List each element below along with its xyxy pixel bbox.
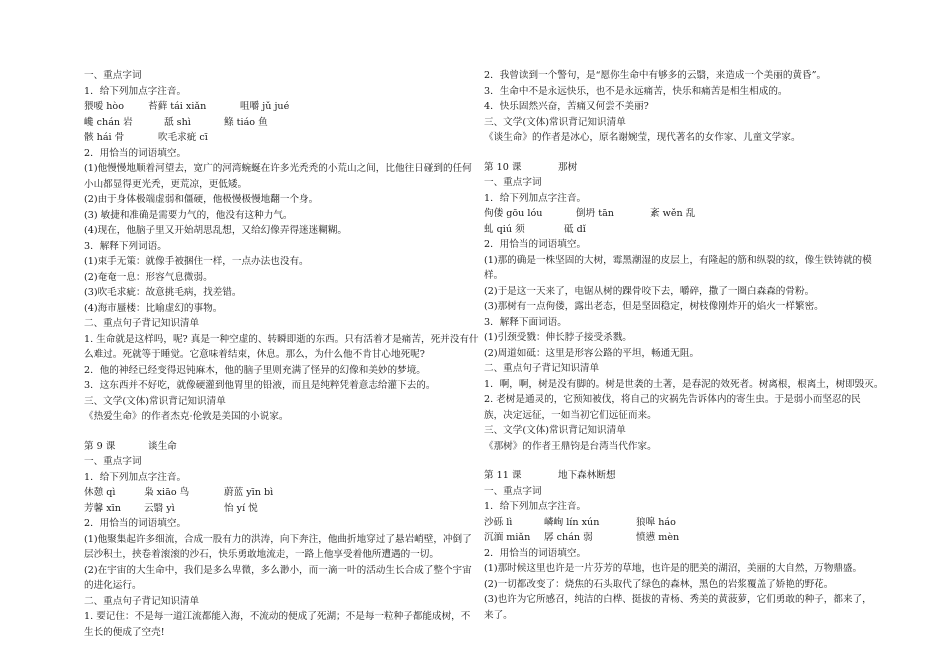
sentence-item: 1. 生命就是这样吗，呢? 真是一种空虚的、转瞬即逝的东西。只有活着才是痛苦，死并没有什么难过。死就等于睡觉。它意味着结束，休息。那么，为什么他不肯甘心地死呢? [84, 333, 479, 360]
literature-note: 《热爱生命》的作者杰克·伦敦是美国的小说家。 [84, 411, 289, 422]
pinyin-row [84, 130, 479, 146]
pinyin-row [84, 99, 479, 115]
sentence-item: 2．我曾读到一个警句，是“愿你生命中有够多的云翳，来造成一个美丽的黄昏”。 [484, 70, 827, 81]
section-heading: 三、文学(文体)常识背记知识清单 [84, 395, 226, 407]
question: 1．给下列加点字注音。 [84, 85, 187, 97]
question: 2．用恰当的词语填空。 [484, 239, 587, 250]
lesson-number: 第 10 课 [484, 161, 522, 173]
question: 3．解释下面词语。 [484, 316, 567, 328]
pinyin-row [484, 530, 879, 546]
pinyin-item: 倒坍 tān [576, 208, 614, 219]
literature-note: 《那树》的作者王鼎钧是台湾当代作家。 [484, 440, 657, 452]
section-heading: 一、重点字词 [84, 456, 142, 467]
section-heading: 二、重点句子背记知识清单 [484, 363, 600, 374]
pinyin-item: 吹毛求疵 cī [158, 132, 208, 143]
pinyin-item: 佝偻 gōu lóu [484, 208, 543, 219]
fill-item: (1)那时候这里也许是一片芬芳的草地，也许是的肥美的湖沼，美丽的大自然，万物鼎盛。 [484, 563, 863, 574]
pinyin-item: 芳馨 xīn [84, 502, 121, 514]
sentence-item: 1．啊，啊，树是没有脚的。树是世袭的土著，是春泥的效死者。树离根，根离土，树即毁灭。 [484, 378, 884, 390]
pinyin-item: 巉 chán 岩 [84, 116, 133, 128]
pinyin-item: 舐 shì [164, 116, 191, 128]
pinyin-item: 鲦 tiáo 鱼 [224, 116, 268, 128]
pinyin-item: 枭 xiāo 鸟 [144, 487, 190, 498]
pinyin-item: 蔚蓝 yīn bì [224, 487, 274, 498]
pinyin-item: 沙砾 lì [484, 516, 513, 528]
fill-item: (3)也许为它所感召，纯洁的白桦、挺拔的青杨、秀美的黄菠萝，它们勇敢的种子，都来了，来了。 [484, 594, 872, 621]
fill-item: (2)于是这一天来了，电锯从树的踝骨咬下去，嚼碎，撒了一圈白森森的骨粉。 [484, 285, 815, 297]
right-column [484, 68, 884, 623]
pinyin-row [484, 515, 879, 531]
fill-item: (3) 敏捷和准确是需要力气的，他没有这种力气。 [84, 209, 293, 221]
fill-item: (2)在宇宙的大生命中，我们是多么卑微，多么渺小，而一滴一叶的活动生长合成了整个宇宙的进化运行。 [84, 564, 472, 591]
pinyin-item: 愤懑 mèn [636, 532, 680, 543]
definition-item: (2)周道如砥：这里是形容公路的平坦，畅通无阻。 [484, 347, 700, 359]
definition-item: (2)奄奄一息：形容气息微弱。 [84, 271, 213, 283]
sentence-item: 4．快乐固然兴奋，苦痛又何尝不美丽? [484, 101, 649, 112]
pinyin-item: 嶙峋 lín xún [544, 516, 600, 528]
pinyin-item: 虬 qiú 须 [484, 223, 525, 235]
pinyin-row [84, 485, 479, 501]
fill-item: (3)那树有一点佝偻，露出老态，但是坚固稳定，树枝像刚炸开的焰火一样繁密。 [484, 301, 824, 312]
lesson-name: 谈生命 [148, 440, 177, 452]
section-heading: 一、重点字词 [484, 485, 542, 497]
fill-item: (1)他慢慢地顺着河望去，宽广的河湾蜿蜒在许多光秃秃的小荒山之间，比他往日碰到的任何小山都显得更光秃，更荒凉，更低矮。 [84, 163, 472, 190]
section-heading: 二、重点句子背记知识清单 [84, 595, 200, 607]
fill-item: (2)一切都改变了：烧焦的石头取代了绿色的森林，黑色的岩浆覆盖了娇艳的野花。 [484, 578, 834, 590]
sentence-item: 2. 老树是通灵的，它预知被伐，将自己的灾祸先告诉体内的寄生虫。于是弱小而坚忍的民族，决定远征，一如当初它们远征而来。 [484, 394, 861, 421]
sentence-item: 3．生命中不是永远快乐，也不是永远痛苦，快乐和痛苦是相生相成的。 [484, 85, 788, 97]
lesson-title [484, 160, 879, 176]
question: 1．给下列加点字注音。 [484, 501, 587, 512]
pinyin-item: 云翳 yì [144, 502, 175, 514]
pinyin-row [84, 115, 479, 131]
section-heading: 二、重点句子背记知识清单 [84, 318, 200, 329]
pinyin-item: 孱 chán 弱 [544, 532, 593, 543]
question: 1．给下列加点字注音。 [84, 471, 187, 483]
sentence-item: 1. 要记住：不是每一道江流都能入海，不流动的便成了死湖；不是每一粒种子都能成树，不生长的便成了空壳! [84, 611, 471, 638]
fill-item: (4)现在，他脑子里又开始胡思乱想，又给幻像弄得迷迷糊糊。 [84, 225, 348, 236]
lesson-name: 地下森林断想 [558, 470, 616, 481]
pinyin-item: 怡 yí 悦 [224, 502, 258, 514]
definition-item: (4)海市蜃楼：比喻虚幻的事物。 [84, 302, 223, 314]
literature-note: 《谈生命》的作者是冰心，原名谢婉莹，现代著名的女作家、儿童文学家。 [484, 132, 801, 143]
definition-item: (3)吹毛求疵：故意挑毛病，找差错。 [84, 287, 242, 298]
sentence-item: 2．他的神经已经变得迟钝麻木，他的脑子里则充满了怪异的幻像和美妙的梦境。 [84, 364, 426, 376]
pinyin-item: 狼嗥 háo [636, 516, 676, 528]
pinyin-item: 休憩 qì [84, 487, 116, 498]
section-heading: 一、重点字词 [484, 177, 542, 188]
question: 2．用恰当的词语填空。 [484, 547, 587, 559]
fill-item: (1)他聚集起许多细流，合成一股有力的洪涛，向下奔注，他曲折地穿过了悬岩峭壁，冲倒了层沙积土，挟卷着滚滚的沙石，快乐勇敢地流走，一路上他享受着他所遭遇的一切。 [84, 533, 472, 560]
pinyin-row [84, 501, 479, 517]
lesson-title [84, 439, 479, 455]
pinyin-item: 沉湎 miǎn [484, 532, 531, 543]
question: 2．用恰当的词语填空。 [84, 147, 187, 159]
section-heading: 一、重点字词 [84, 70, 142, 81]
question: 3．解释下列词语。 [84, 240, 167, 252]
definition-item: (1)束手无策：就像手被捆住一样，一点办法也没有。 [84, 256, 309, 267]
fill-item: (1)那的确是一株坚固的大树，霉黑潮湿的皮层上，有隆起的筋和纵裂的纹，像生铁铸就的模样。 [484, 254, 872, 281]
question: 2．用恰当的词语填空。 [84, 518, 187, 529]
pinyin-item: 紊 wěn 乱 [650, 208, 696, 219]
sentence-item: 3．这东西并不好吃，就像硬灌到他胃里的铅液，而且是纯粹凭着意志给灌下去的。 [84, 380, 436, 391]
lesson-number: 第 11 课 [484, 470, 522, 481]
pinyin-item: 苔藓 tái xiǎn [148, 101, 207, 112]
pinyin-item: 骸 hái 骨 [84, 132, 125, 143]
fill-item: (2)由于身体极端虚弱和僵硬，他极慢极慢地翻一个身。 [84, 194, 319, 205]
definition-item: (1)引颈受戮：伸长脖子接受杀戮。 [484, 332, 632, 343]
pinyin-row [484, 222, 879, 238]
pinyin-item: 砥 dǐ [564, 223, 586, 235]
pinyin-item: 咀嚼 jǔ jué [240, 101, 290, 112]
section-heading: 三、文学(文体)常识背记知识清单 [484, 116, 626, 128]
left-column [84, 68, 479, 640]
pinyin-item: 猥嗳 hòo [84, 101, 124, 112]
section-heading: 三、文学(文体)常识背记知识清单 [484, 425, 626, 436]
question: 1．给下列加点字注音。 [484, 192, 587, 204]
lesson-number: 第 9 课 [84, 440, 116, 452]
pinyin-row [484, 206, 879, 222]
lesson-name: 那树 [558, 161, 578, 173]
lesson-title [484, 468, 879, 484]
